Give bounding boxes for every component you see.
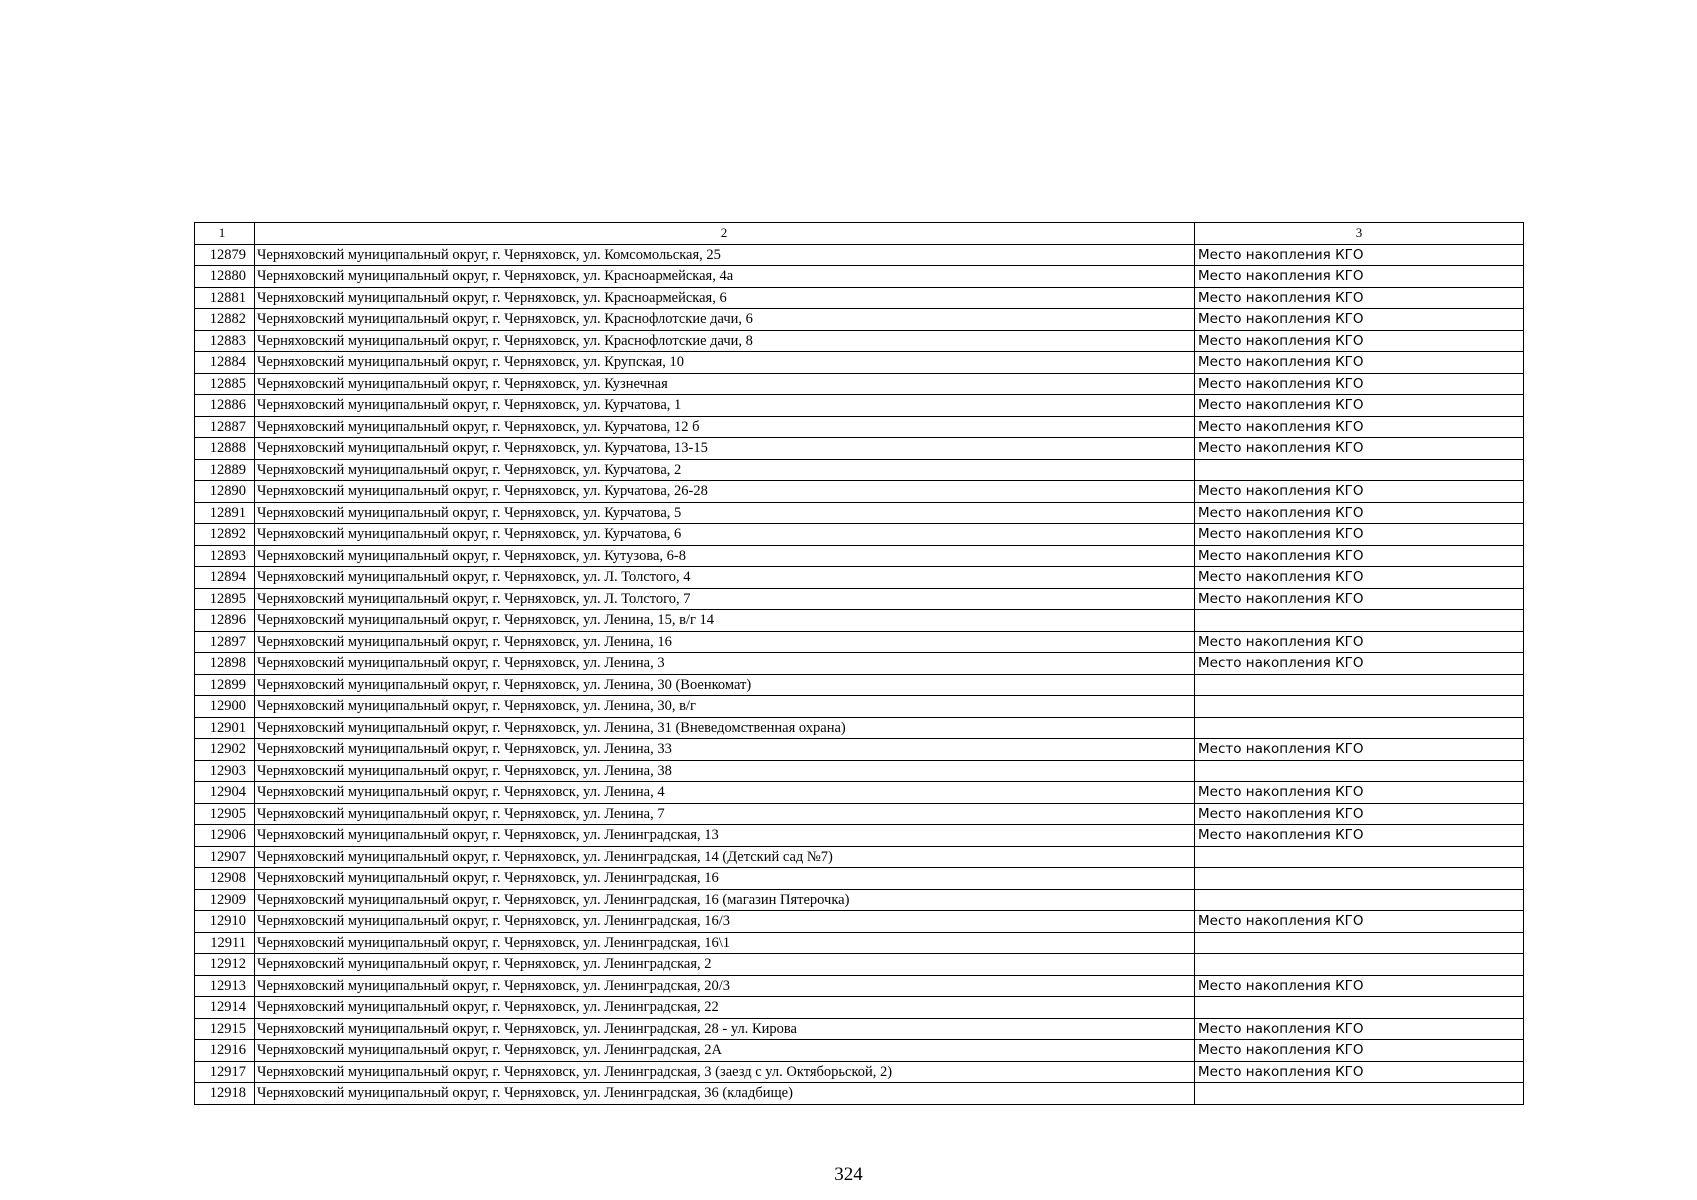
- site-type-cell: Место накопления КГО: [1195, 266, 1524, 288]
- table-row: [195, 438, 1524, 460]
- row-number-cell: 12914: [195, 997, 255, 1019]
- row-number-cell: 12886: [195, 395, 255, 417]
- row-number-cell: 12895: [195, 588, 255, 610]
- address-cell: Черняховский муниципальный округ, г. Черняховск, ул. Ленина, 3: [255, 653, 1195, 675]
- row-number-cell: 12913: [195, 975, 255, 997]
- address-cell: Черняховский муниципальный округ, г. Черняховск, ул. Ленинградская, 16 (магазин Пятерочка): [255, 889, 1195, 911]
- site-type-cell: [1195, 889, 1524, 911]
- row-number-cell: 12888: [195, 438, 255, 460]
- row-number-cell: 12896: [195, 610, 255, 632]
- row-number-cell: 12906: [195, 825, 255, 847]
- site-type-cell: Место накопления КГО: [1195, 438, 1524, 460]
- site-type-cell: [1195, 932, 1524, 954]
- site-type-cell: Место накопления КГО: [1195, 825, 1524, 847]
- address-cell: Черняховский муниципальный округ, г. Черняховск, ул. Курчатова, 13-15: [255, 438, 1195, 460]
- row-number-cell: 12899: [195, 674, 255, 696]
- table-row: [195, 889, 1524, 911]
- table-row: [195, 330, 1524, 352]
- row-number-cell: 12915: [195, 1018, 255, 1040]
- table-header-row: [195, 223, 1524, 245]
- table-row: [195, 803, 1524, 825]
- address-cell: Черняховский муниципальный округ, г. Черняховск, ул. Курчатова, 6: [255, 524, 1195, 546]
- row-number-cell: 12918: [195, 1083, 255, 1105]
- row-number-cell: 12916: [195, 1040, 255, 1062]
- site-type-cell: [1195, 459, 1524, 481]
- site-type-cell: Место накопления КГО: [1195, 803, 1524, 825]
- address-cell: Черняховский муниципальный округ, г. Черняховск, ул. Ленинградская, 22: [255, 997, 1195, 1019]
- row-number-cell: 12912: [195, 954, 255, 976]
- waste-sites-table: [194, 222, 1524, 1105]
- address-cell: Черняховский муниципальный округ, г. Черняховск, ул. Ленина, 30, в/г: [255, 696, 1195, 718]
- table-row: [195, 954, 1524, 976]
- table-row: [195, 825, 1524, 847]
- row-number-cell: 12893: [195, 545, 255, 567]
- column-header-type: 3: [1195, 223, 1524, 245]
- row-number-cell: 12887: [195, 416, 255, 438]
- table-row: [195, 997, 1524, 1019]
- table-body: [195, 244, 1524, 1104]
- table-row: [195, 911, 1524, 933]
- address-cell: Черняховский муниципальный округ, г. Черняховск, ул. Ленина, 33: [255, 739, 1195, 761]
- site-type-cell: Место накопления КГО: [1195, 244, 1524, 266]
- address-cell: Черняховский муниципальный округ, г. Черняховск, ул. Ленина, 31 (Вневедомственная охрана): [255, 717, 1195, 739]
- address-cell: Черняховский муниципальный округ, г. Черняховск, ул. Ленинградская, 2: [255, 954, 1195, 976]
- row-number-cell: 12880: [195, 266, 255, 288]
- row-number-cell: 12884: [195, 352, 255, 374]
- site-type-cell: Место накопления КГО: [1195, 524, 1524, 546]
- table-row: [195, 545, 1524, 567]
- address-cell: Черняховский муниципальный округ, г. Черняховск, ул. Ленинградская, 3 (заезд с ул. Октяборьской, 2): [255, 1061, 1195, 1083]
- table-row: [195, 653, 1524, 675]
- site-type-cell: [1195, 954, 1524, 976]
- site-type-cell: Место накопления КГО: [1195, 739, 1524, 761]
- site-type-cell: Место накопления КГО: [1195, 373, 1524, 395]
- address-cell: Черняховский муниципальный округ, г. Черняховск, ул. Ленинградская, 14 (Детский сад №7): [255, 846, 1195, 868]
- table-row: [195, 244, 1524, 266]
- table-row: [195, 459, 1524, 481]
- address-cell: Черняховский муниципальный округ, г. Черняховск, ул. Курчатова, 12 б: [255, 416, 1195, 438]
- table-row: [195, 868, 1524, 890]
- table-row: [195, 717, 1524, 739]
- address-cell: Черняховский муниципальный округ, г. Черняховск, ул. Кузнечная: [255, 373, 1195, 395]
- site-type-cell: Место накопления КГО: [1195, 352, 1524, 374]
- address-cell: Черняховский муниципальный округ, г. Черняховск, ул. Ленинградская, 36 (кладбище): [255, 1083, 1195, 1105]
- site-type-cell: [1195, 760, 1524, 782]
- row-number-cell: 12882: [195, 309, 255, 331]
- address-cell: Черняховский муниципальный округ, г. Черняховск, ул. Красноармейская, 4а: [255, 266, 1195, 288]
- table-row: [195, 760, 1524, 782]
- row-number-cell: 12910: [195, 911, 255, 933]
- site-type-cell: [1195, 674, 1524, 696]
- site-type-cell: Место накопления КГО: [1195, 502, 1524, 524]
- site-type-cell: [1195, 696, 1524, 718]
- row-number-cell: 12909: [195, 889, 255, 911]
- site-type-cell: [1195, 1083, 1524, 1105]
- site-type-cell: [1195, 717, 1524, 739]
- address-cell: Черняховский муниципальный округ, г. Черняховск, ул. Л. Толстого, 4: [255, 567, 1195, 589]
- row-number-cell: 12898: [195, 653, 255, 675]
- site-type-cell: Место накопления КГО: [1195, 653, 1524, 675]
- address-cell: Черняховский муниципальный округ, г. Черняховск, ул. Ленинградская, 20/3: [255, 975, 1195, 997]
- table-row: [195, 610, 1524, 632]
- address-cell: Черняховский муниципальный округ, г. Черняховск, ул. Ленинградская, 16\1: [255, 932, 1195, 954]
- address-cell: Черняховский муниципальный округ, г. Черняховск, ул. Крупская, 10: [255, 352, 1195, 374]
- address-cell: Черняховский муниципальный округ, г. Черняховск, ул. Ленинградская, 2А: [255, 1040, 1195, 1062]
- table-row: [195, 1018, 1524, 1040]
- address-cell: Черняховский муниципальный округ, г. Черняховск, ул. Курчатова, 2: [255, 459, 1195, 481]
- site-type-cell: [1195, 997, 1524, 1019]
- table-row: [195, 287, 1524, 309]
- row-number-cell: 12890: [195, 481, 255, 503]
- row-number-cell: 12901: [195, 717, 255, 739]
- table-row: [195, 588, 1524, 610]
- site-type-cell: Место накопления КГО: [1195, 330, 1524, 352]
- site-type-cell: Место накопления КГО: [1195, 1040, 1524, 1062]
- address-cell: Черняховский муниципальный округ, г. Черняховск, ул. Ленина, 38: [255, 760, 1195, 782]
- address-cell: Черняховский муниципальный округ, г. Черняховск, ул. Ленина, 7: [255, 803, 1195, 825]
- row-number-cell: 12907: [195, 846, 255, 868]
- table-row: [195, 524, 1524, 546]
- site-type-cell: Место накопления КГО: [1195, 1018, 1524, 1040]
- address-cell: Черняховский муниципальный округ, г. Черняховск, ул. Курчатова, 5: [255, 502, 1195, 524]
- column-header-address: 2: [255, 223, 1195, 245]
- table-row: [195, 266, 1524, 288]
- address-cell: Черняховский муниципальный округ, г. Черняховск, ул. Ленинградская, 28 - ул. Кирова: [255, 1018, 1195, 1040]
- address-cell: Черняховский муниципальный округ, г. Черняховск, ул. Комсомольская, 25: [255, 244, 1195, 266]
- address-cell: Черняховский муниципальный округ, г. Черняховск, ул. Ленинградская, 16/3: [255, 911, 1195, 933]
- site-type-cell: [1195, 846, 1524, 868]
- address-cell: Черняховский муниципальный округ, г. Черняховск, ул. Л. Толстого, 7: [255, 588, 1195, 610]
- address-cell: Черняховский муниципальный округ, г. Черняховск, ул. Курчатова, 26-28: [255, 481, 1195, 503]
- table-row: [195, 502, 1524, 524]
- site-type-cell: Место накопления КГО: [1195, 545, 1524, 567]
- address-cell: Черняховский муниципальный округ, г. Черняховск, ул. Ленинградская, 16: [255, 868, 1195, 890]
- table-row: [195, 309, 1524, 331]
- table-row: [195, 846, 1524, 868]
- address-cell: Черняховский муниципальный округ, г. Черняховск, ул. Ленина, 4: [255, 782, 1195, 804]
- row-number-cell: 12889: [195, 459, 255, 481]
- row-number-cell: 12881: [195, 287, 255, 309]
- table-row: [195, 975, 1524, 997]
- row-number-cell: 12894: [195, 567, 255, 589]
- row-number-cell: 12911: [195, 932, 255, 954]
- row-number-cell: 12883: [195, 330, 255, 352]
- table-row: [195, 631, 1524, 653]
- site-type-cell: Место накопления КГО: [1195, 588, 1524, 610]
- site-type-cell: Место накопления КГО: [1195, 309, 1524, 331]
- address-cell: Черняховский муниципальный округ, г. Черняховск, ул. Курчатова, 1: [255, 395, 1195, 417]
- row-number-cell: 12902: [195, 739, 255, 761]
- address-cell: Черняховский муниципальный округ, г. Черняховск, ул. Краснофлотские дачи, 6: [255, 309, 1195, 331]
- page-number: 324: [834, 1164, 863, 1185]
- row-number-cell: 12892: [195, 524, 255, 546]
- site-type-cell: [1195, 868, 1524, 890]
- site-type-cell: Место накопления КГО: [1195, 395, 1524, 417]
- address-cell: Черняховский муниципальный округ, г. Черняховск, ул. Ленина, 30 (Военкомат): [255, 674, 1195, 696]
- row-number-cell: 12904: [195, 782, 255, 804]
- row-number-cell: 12917: [195, 1061, 255, 1083]
- row-number-cell: 12879: [195, 244, 255, 266]
- address-cell: Черняховский муниципальный округ, г. Черняховск, ул. Краснофлотские дачи, 8: [255, 330, 1195, 352]
- table-row: [195, 696, 1524, 718]
- address-cell: Черняховский муниципальный округ, г. Черняховск, ул. Ленинградская, 13: [255, 825, 1195, 847]
- address-cell: Черняховский муниципальный округ, г. Черняховск, ул. Красноармейская, 6: [255, 287, 1195, 309]
- table-row: [195, 674, 1524, 696]
- address-cell: Черняховский муниципальный округ, г. Черняховск, ул. Кутузова, 6-8: [255, 545, 1195, 567]
- site-type-cell: Место накопления КГО: [1195, 975, 1524, 997]
- table-row: [195, 373, 1524, 395]
- row-number-cell: 12897: [195, 631, 255, 653]
- site-type-cell: Место накопления КГО: [1195, 287, 1524, 309]
- table-row: [195, 416, 1524, 438]
- site-type-cell: Место накопления КГО: [1195, 782, 1524, 804]
- table-row: [195, 739, 1524, 761]
- table-row: [195, 1040, 1524, 1062]
- site-type-cell: Место накопления КГО: [1195, 416, 1524, 438]
- row-number-cell: 12900: [195, 696, 255, 718]
- site-type-cell: Место накопления КГО: [1195, 631, 1524, 653]
- address-cell: Черняховский муниципальный округ, г. Черняховск, ул. Ленина, 16: [255, 631, 1195, 653]
- site-type-cell: Место накопления КГО: [1195, 1061, 1524, 1083]
- site-type-cell: Место накопления КГО: [1195, 567, 1524, 589]
- row-number-cell: 12903: [195, 760, 255, 782]
- column-header-number: 1: [195, 223, 255, 245]
- table-row: [195, 352, 1524, 374]
- address-cell: Черняховский муниципальный округ, г. Черняховск, ул. Ленина, 15, в/г 14: [255, 610, 1195, 632]
- table-row: [195, 567, 1524, 589]
- table-row: [195, 782, 1524, 804]
- site-type-cell: Место накопления КГО: [1195, 911, 1524, 933]
- row-number-cell: 12908: [195, 868, 255, 890]
- row-number-cell: 12891: [195, 502, 255, 524]
- table-row: [195, 481, 1524, 503]
- table-row: [195, 395, 1524, 417]
- site-type-cell: [1195, 610, 1524, 632]
- table-row: [195, 1061, 1524, 1083]
- table-row: [195, 932, 1524, 954]
- row-number-cell: 12885: [195, 373, 255, 395]
- table-row: [195, 1083, 1524, 1105]
- site-type-cell: Место накопления КГО: [1195, 481, 1524, 503]
- row-number-cell: 12905: [195, 803, 255, 825]
